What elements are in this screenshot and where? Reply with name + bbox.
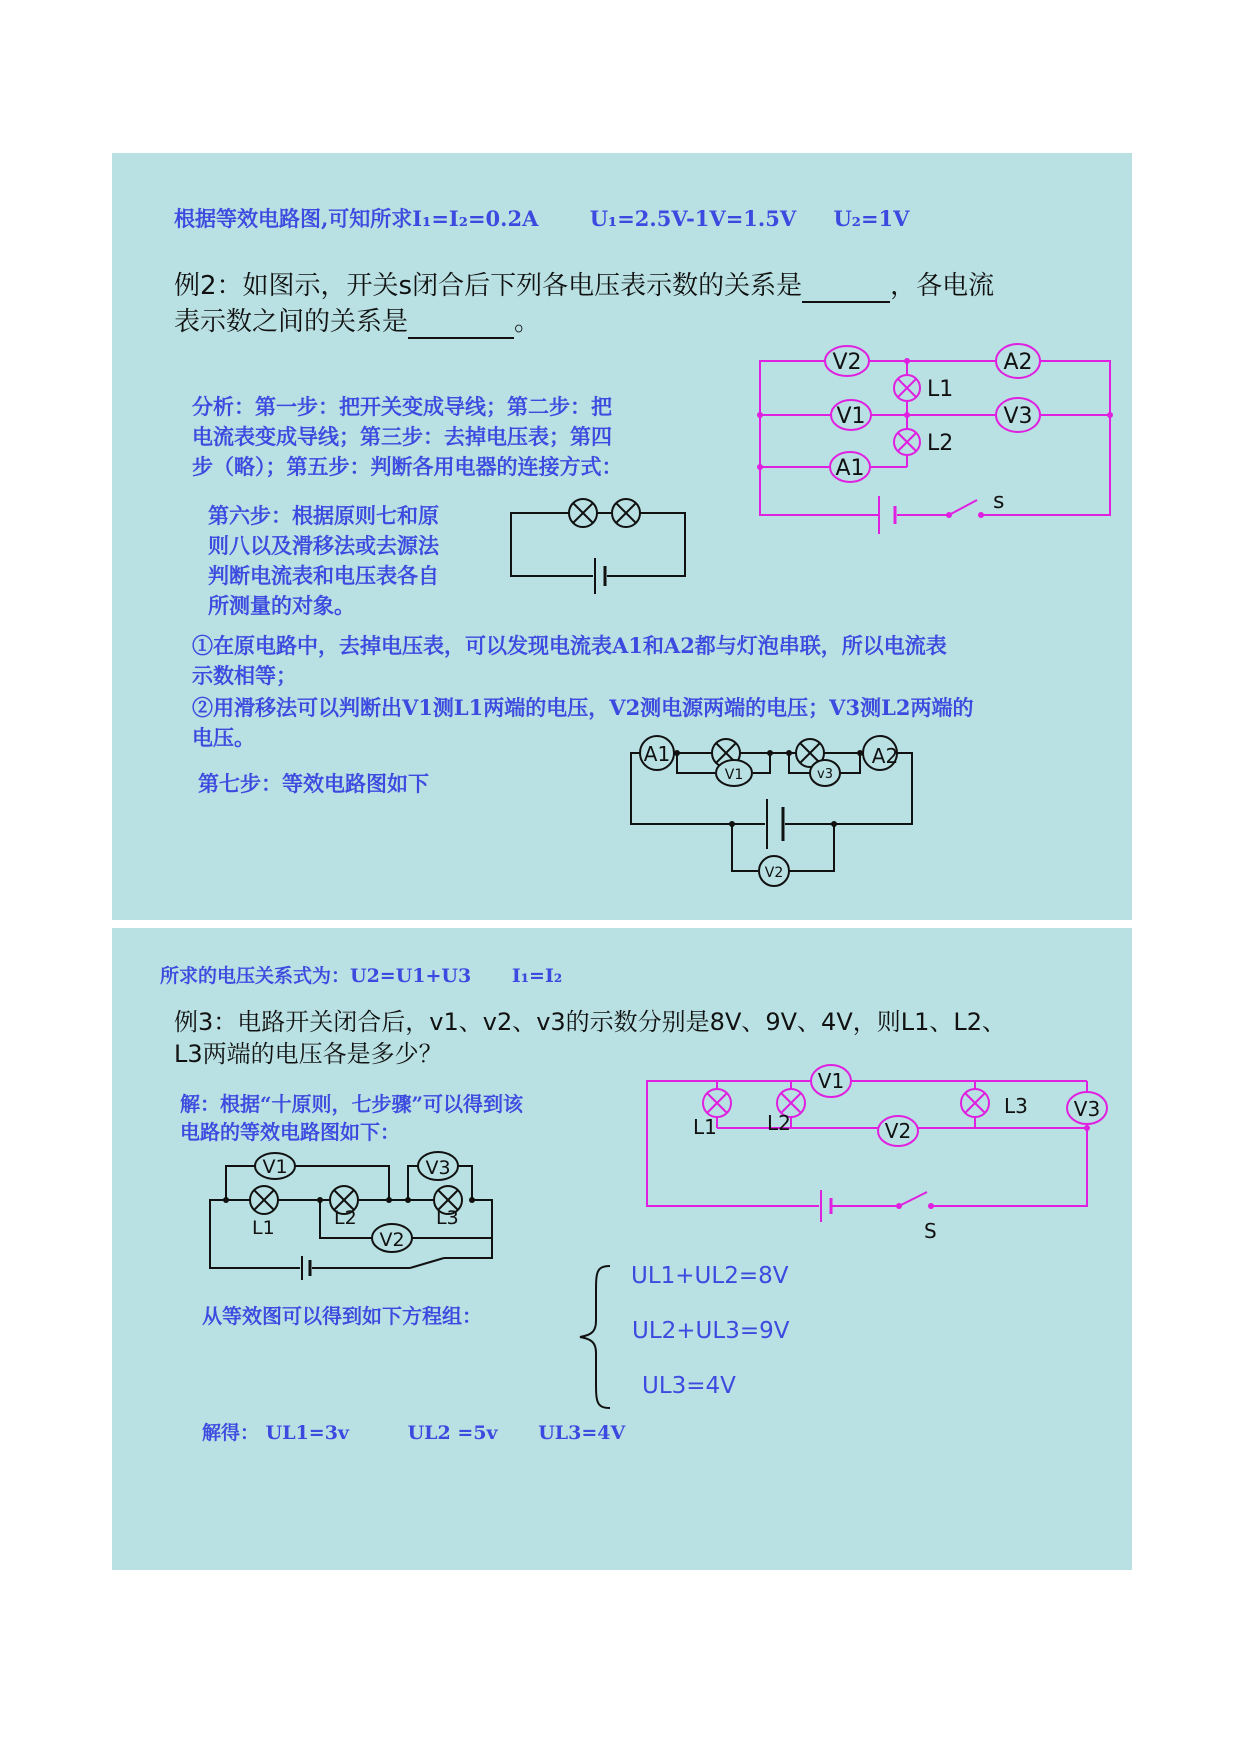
slide-2 bbox=[112, 928, 1132, 1570]
eq2-meter-v3 bbox=[418, 1152, 458, 1180]
v3-label: V3 bbox=[1003, 404, 1033, 429]
equation-intro: 从等效图可以得到如下方程组： bbox=[202, 1304, 482, 1328]
a1-label: A1 bbox=[835, 456, 865, 481]
switch-icon bbox=[410, 1258, 444, 1268]
v2-label: V2 bbox=[832, 350, 862, 375]
eq-meter-v2 bbox=[759, 856, 789, 886]
u2-equation: U₂=1V bbox=[833, 206, 910, 231]
v1-label: V1 bbox=[836, 404, 866, 429]
eq-meter-v3 bbox=[810, 760, 840, 786]
l1-label: L1 bbox=[927, 377, 954, 402]
eq-v1-label: V1 bbox=[724, 767, 744, 783]
eq-meter-a1 bbox=[640, 736, 674, 770]
ex3-l3-label: L3 bbox=[1004, 1094, 1028, 1118]
u1-equation: U₁=2.5V-1V=1.5V bbox=[589, 206, 797, 231]
example-3-circuit bbox=[647, 1069, 1107, 1243]
eq-v3-label: v3 bbox=[817, 767, 833, 782]
battery-icon bbox=[879, 496, 897, 534]
bulb-a bbox=[569, 499, 597, 527]
ex3-v3-label: V3 bbox=[1073, 1097, 1101, 1121]
eq2-meter-v2 bbox=[372, 1224, 412, 1252]
eq-meter-v1 bbox=[716, 760, 752, 786]
eq2-v2-label: V2 bbox=[379, 1229, 405, 1251]
ex3-l2-label: L2 bbox=[767, 1111, 791, 1135]
example-2-text-c: 表示数之间的关系是 bbox=[174, 307, 409, 337]
eq2-l1-label: L1 bbox=[252, 1217, 275, 1239]
ex3-switch-label: S bbox=[924, 1219, 937, 1243]
meter-v3 bbox=[996, 398, 1040, 432]
eq-a1-label: A1 bbox=[643, 742, 671, 766]
answer-ul1: UL1=3v bbox=[265, 1422, 349, 1444]
analysis-line-1: 分析：第一步：把开关变成导线；第二步：把 bbox=[192, 394, 612, 419]
meter-a1 bbox=[830, 452, 870, 482]
battery-icon bbox=[821, 1190, 831, 1222]
example-2-circuit bbox=[757, 350, 1127, 538]
example-2-line-2 bbox=[174, 301, 540, 339]
equation-3: UL3=4V bbox=[642, 1373, 736, 1399]
example-2-text-b: ，各电流 bbox=[890, 271, 995, 301]
step6-line-4: 所测量的对象。 bbox=[208, 593, 355, 618]
eq2-l3-label: L3 bbox=[436, 1207, 459, 1229]
eq-a2-label: A2 bbox=[871, 744, 899, 768]
eq2-l2-label: L2 bbox=[334, 1207, 357, 1229]
solution-line-1: 解：根据“十原则，七步骤”可以得到该 bbox=[180, 1092, 524, 1116]
current-relation: I₁=I₂ bbox=[511, 965, 563, 987]
equivalent-circuit-2 bbox=[210, 1150, 540, 1290]
ex3-meter-v2 bbox=[878, 1116, 918, 1146]
step7-label: 第七步：等效电路图如下 bbox=[198, 771, 429, 796]
step6-line-1: 第六步：根据原则七和原 bbox=[208, 503, 439, 528]
eq-v2-label: V2 bbox=[764, 865, 784, 881]
analysis-line-2: 电流表变成导线；第三步：去掉电压表；第四 bbox=[192, 424, 612, 449]
meter-a2 bbox=[996, 344, 1040, 378]
bulb-b bbox=[612, 499, 640, 527]
slide-1 bbox=[112, 153, 1132, 920]
eq2-bulb-l1 bbox=[250, 1186, 278, 1214]
eq2-v1-label: V1 bbox=[262, 1156, 288, 1178]
ex3-meter-v1 bbox=[811, 1065, 851, 1097]
step6-line-2: 则八以及滑移法或去源法 bbox=[208, 533, 439, 558]
answer-label: 解得： bbox=[202, 1422, 260, 1444]
answer-blank-2 bbox=[408, 307, 514, 339]
equation-2: UL2+UL3=9V bbox=[632, 1318, 790, 1344]
example-2-line-1 bbox=[174, 265, 994, 303]
brace-icon bbox=[572, 1263, 622, 1413]
note-1-line-1: ①在原电路中，去掉电压表，可以发现电流表A1和A2都与灯泡串联，所以电流表 bbox=[192, 633, 947, 658]
battery-icon bbox=[767, 799, 783, 849]
a2-label: A2 bbox=[1003, 350, 1033, 375]
answer-ul2: UL2 =5v bbox=[407, 1422, 498, 1444]
ex3-bulb-l1 bbox=[703, 1089, 731, 1117]
note-1-line-2: 示数相等； bbox=[192, 663, 297, 688]
answer-line bbox=[202, 1418, 625, 1445]
analysis-line-3: 步（略）；第五步：判断各用电器的连接方式： bbox=[192, 454, 623, 479]
example-2-text-d: 。 bbox=[514, 307, 541, 337]
battery-icon bbox=[302, 1256, 310, 1280]
example-3-line-2: L3两端的电压各是多少？ bbox=[174, 1040, 443, 1068]
eq-meter-a2 bbox=[863, 736, 898, 770]
current-equation: 根据等效电路图,可知所求I₁=I₂=0.2A bbox=[174, 206, 539, 231]
ex3-meter-v3 bbox=[1067, 1092, 1107, 1124]
note-2-line-1: ②用滑移法可以判断出V1测L1两端的电压，V2测电源两端的电压；V3测L2两端的 bbox=[192, 695, 974, 720]
eq2-meter-v1 bbox=[255, 1153, 295, 1179]
solution-line-2: 电路的等效电路图如下： bbox=[180, 1120, 400, 1144]
simplified-circuit bbox=[507, 488, 707, 583]
bulb-l2 bbox=[894, 429, 920, 455]
ex3-v1-label: V1 bbox=[817, 1069, 845, 1093]
voltage-result-line bbox=[160, 961, 562, 988]
switch-icon bbox=[946, 498, 984, 518]
example-2-text-a: 例2：如图示，开关s闭合后下列各电压表示数的关系是 bbox=[174, 271, 803, 301]
note-2-line-2: 电压。 bbox=[192, 725, 255, 750]
equation-1: UL1+UL2=8V bbox=[631, 1263, 789, 1289]
switch-icon bbox=[896, 1192, 934, 1209]
current-result-line bbox=[174, 203, 909, 233]
bulb-l1 bbox=[894, 375, 920, 401]
l2-label: L2 bbox=[927, 431, 954, 456]
answer-ul3: UL3=4V bbox=[538, 1422, 626, 1444]
answer-blank-1 bbox=[802, 271, 890, 303]
switch-label: s bbox=[993, 489, 1005, 514]
ex3-v2-label: V2 bbox=[884, 1119, 912, 1143]
eq2-v3-label: V3 bbox=[425, 1157, 451, 1179]
step6-line-3: 判断电流表和电压表各自 bbox=[208, 563, 439, 588]
example-3-line-1: 例3：电路开关闭合后，v1、v2、v3的示数分别是8V、9V、4V，则L1、L2、 bbox=[174, 1008, 1007, 1036]
meter-v1 bbox=[831, 400, 871, 430]
meter-v2 bbox=[825, 346, 869, 376]
voltage-relation: 所求的电压关系式为：U2=U1+U3 bbox=[160, 965, 472, 987]
battery-icon bbox=[595, 558, 605, 594]
equivalent-circuit-1 bbox=[629, 733, 949, 913]
ex3-l1-label: L1 bbox=[693, 1115, 717, 1139]
ex3-bulb-l3 bbox=[961, 1089, 989, 1117]
